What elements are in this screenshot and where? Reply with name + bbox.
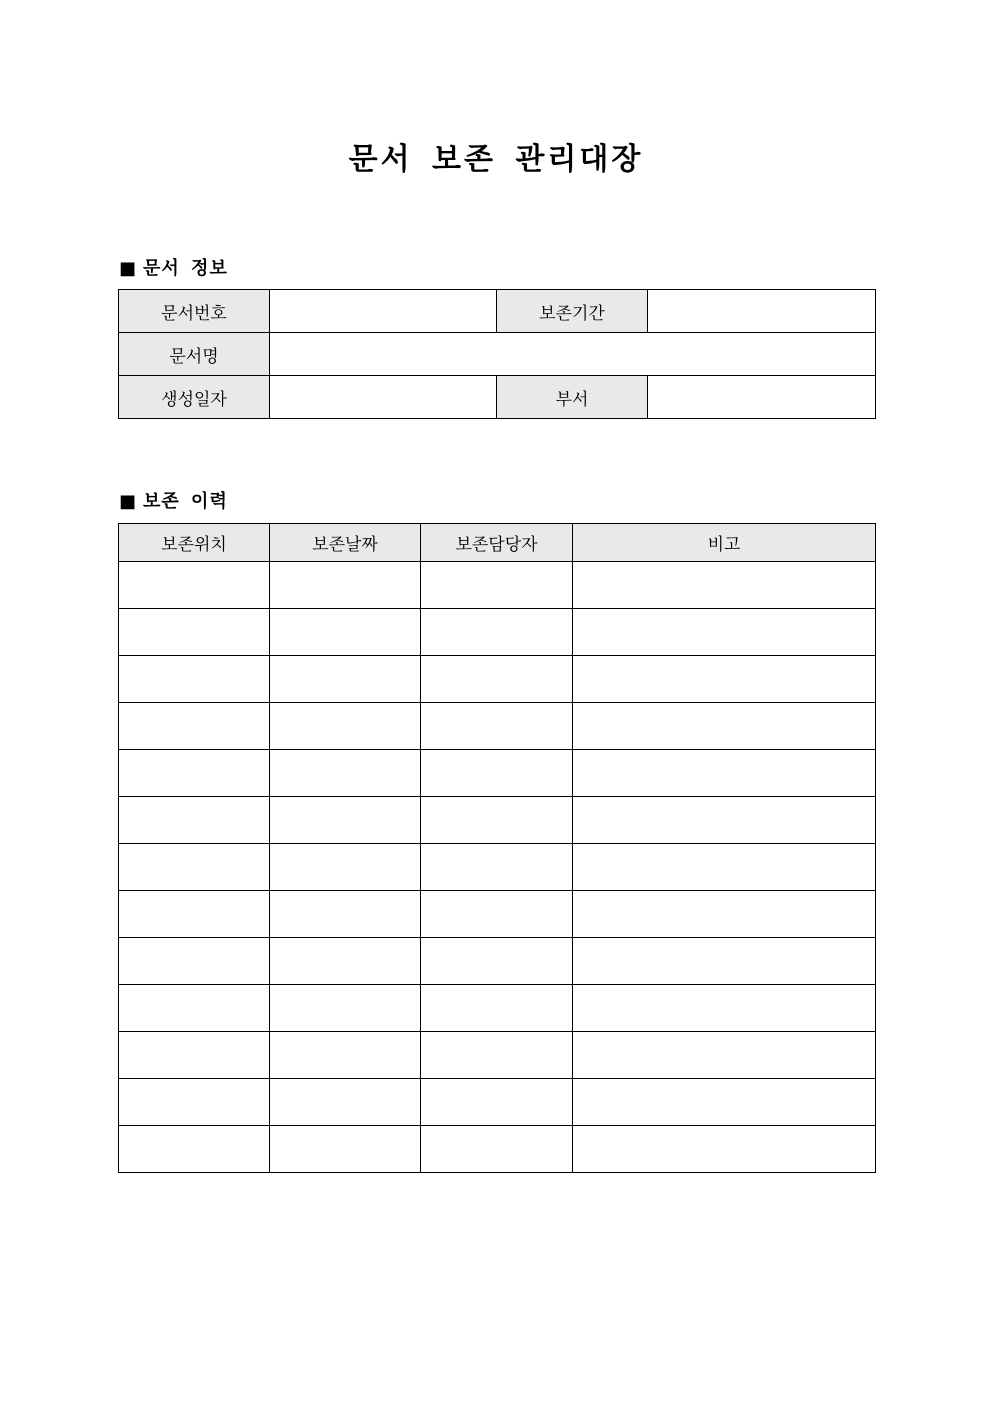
remarks-cell[interactable]: [573, 844, 876, 891]
table-row: [119, 376, 876, 419]
date-cell[interactable]: [270, 985, 421, 1032]
date-cell[interactable]: [270, 750, 421, 797]
location-cell[interactable]: [119, 562, 270, 609]
table-row: [119, 290, 876, 333]
location-cell[interactable]: [119, 985, 270, 1032]
retention-history-table: [118, 523, 876, 1173]
remarks-cell[interactable]: [573, 1126, 876, 1173]
square-bullet-icon: ■: [119, 491, 138, 512]
table-row: [119, 609, 876, 656]
remarks-cell[interactable]: [573, 985, 876, 1032]
remarks-cell[interactable]: [573, 656, 876, 703]
date-cell[interactable]: [270, 562, 421, 609]
location-cell[interactable]: [119, 1126, 270, 1173]
manager-cell[interactable]: [421, 562, 573, 609]
doc-number-field[interactable]: [270, 290, 497, 333]
retention-period-label: 보존기간: [497, 290, 648, 333]
date-cell[interactable]: [270, 797, 421, 844]
date-cell[interactable]: [270, 703, 421, 750]
manager-cell[interactable]: [421, 1032, 573, 1079]
created-date-field[interactable]: [270, 376, 497, 419]
table-header-row: [119, 524, 876, 562]
table-row: [119, 938, 876, 985]
section-heading-retention-history: [119, 487, 228, 513]
manager-cell[interactable]: [421, 938, 573, 985]
location-cell[interactable]: [119, 844, 270, 891]
table-row: [119, 844, 876, 891]
section-heading-document-info: [119, 254, 228, 280]
table-row: [119, 656, 876, 703]
doc-number-label: 문서번호: [119, 290, 270, 333]
remarks-cell[interactable]: [573, 609, 876, 656]
table-row: [119, 1126, 876, 1173]
manager-cell[interactable]: [421, 609, 573, 656]
column-header-date: 보존날짜: [270, 524, 421, 562]
column-header-location: 보존위치: [119, 524, 270, 562]
department-label: 부서: [497, 376, 648, 419]
location-cell[interactable]: [119, 750, 270, 797]
table-row: [119, 891, 876, 938]
column-header-manager: 보존담당자: [421, 524, 573, 562]
retention-period-field[interactable]: [648, 290, 876, 333]
table-row: [119, 1079, 876, 1126]
remarks-cell[interactable]: [573, 891, 876, 938]
location-cell[interactable]: [119, 703, 270, 750]
remarks-cell[interactable]: [573, 938, 876, 985]
table-row: [119, 750, 876, 797]
date-cell[interactable]: [270, 1032, 421, 1079]
table-row: [119, 797, 876, 844]
manager-cell[interactable]: [421, 750, 573, 797]
date-cell[interactable]: [270, 1079, 421, 1126]
location-cell[interactable]: [119, 1032, 270, 1079]
date-cell[interactable]: [270, 891, 421, 938]
manager-cell[interactable]: [421, 1079, 573, 1126]
remarks-cell[interactable]: [573, 562, 876, 609]
manager-cell[interactable]: [421, 891, 573, 938]
column-header-remarks: 비고: [573, 524, 876, 562]
manager-cell[interactable]: [421, 656, 573, 703]
manager-cell[interactable]: [421, 844, 573, 891]
square-bullet-icon: ■: [119, 258, 138, 279]
remarks-cell[interactable]: [573, 750, 876, 797]
location-cell[interactable]: [119, 656, 270, 703]
date-cell[interactable]: [270, 844, 421, 891]
date-cell[interactable]: [270, 1126, 421, 1173]
section-heading-text: 문서 정보: [143, 258, 228, 279]
created-date-label: 생성일자: [119, 376, 270, 419]
section-heading-text: 보존 이력: [143, 491, 228, 512]
location-cell[interactable]: [119, 1079, 270, 1126]
location-cell[interactable]: [119, 938, 270, 985]
location-cell[interactable]: [119, 797, 270, 844]
table-row: [119, 333, 876, 376]
remarks-cell[interactable]: [573, 797, 876, 844]
date-cell[interactable]: [270, 609, 421, 656]
manager-cell[interactable]: [421, 703, 573, 750]
remarks-cell[interactable]: [573, 1079, 876, 1126]
manager-cell[interactable]: [421, 797, 573, 844]
manager-cell[interactable]: [421, 985, 573, 1032]
remarks-cell[interactable]: [573, 703, 876, 750]
document-title: 문서 보존 관리대장: [348, 142, 644, 177]
table-row: [119, 985, 876, 1032]
table-row: [119, 1032, 876, 1079]
document-info-table: [118, 289, 876, 419]
remarks-cell[interactable]: [573, 1032, 876, 1079]
department-field[interactable]: [648, 376, 876, 419]
location-cell[interactable]: [119, 609, 270, 656]
date-cell[interactable]: [270, 938, 421, 985]
date-cell[interactable]: [270, 656, 421, 703]
doc-name-label: 문서명: [119, 333, 270, 376]
table-row: [119, 562, 876, 609]
doc-name-field[interactable]: [270, 333, 876, 376]
table-row: [119, 703, 876, 750]
location-cell[interactable]: [119, 891, 270, 938]
manager-cell[interactable]: [421, 1126, 573, 1173]
